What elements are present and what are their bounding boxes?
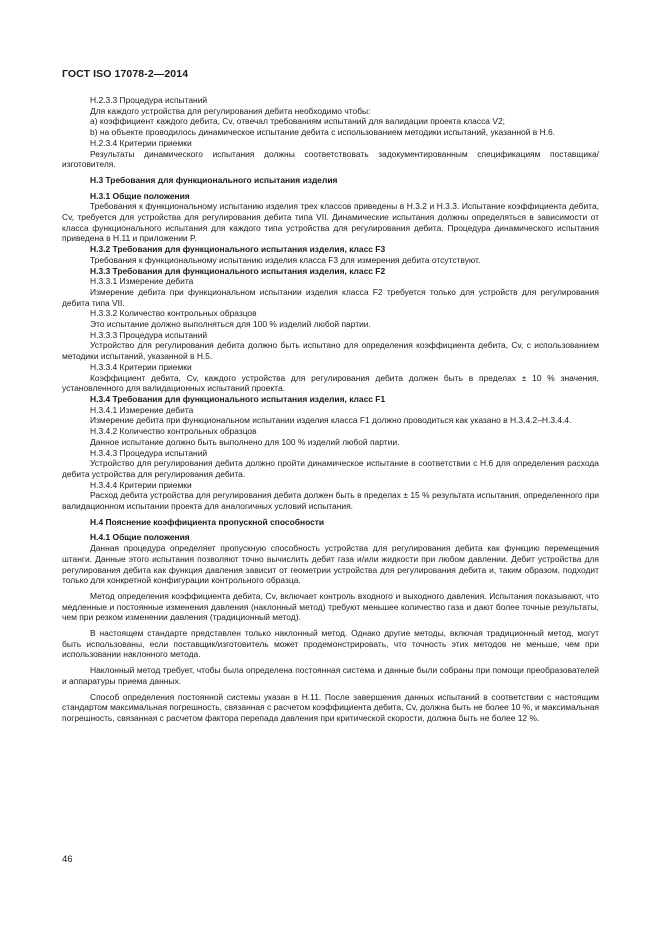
paragraph: H.2.3.3 Процедура испытаний — [90, 95, 208, 105]
paragraph: Требования к функциональному испытанию изделия трех классов приведены в H.3.2 и H.3.3. Испытание коэффициента дебита, Cv, требуется для устройства для регулирования дебита типа VII. Динамические испытания должны определяться в зависимости от класса функционального испытания для каждого типа устройства для регулирования дебита. Процедура динамического испытания приведена в H.11 и приложении P. — [62, 201, 599, 244]
paragraph: Требования к функциональному испытанию изделия класса F3 для измерения дебита отсутствуют. — [90, 254, 481, 265]
section-heading: H.4 Пояснение коэффициента пропускной способности — [90, 516, 325, 527]
paragraph: Измерение дебита при функциональном испытании изделия класса F1 должно проводиться как указано в H.3.4.2–H.3.4.4. — [90, 415, 572, 426]
section-heading: H.3.3 Требования для функционального испытания изделия, класс F2 — [90, 265, 386, 276]
paragraph: Данное испытание должно быть выполнено для 100 % изделий любой партии. — [90, 436, 400, 447]
section-heading: H.3.1 Общие положения — [90, 190, 190, 201]
document-header: ГОСТ ISO 17078-2—2014 — [62, 68, 189, 80]
paragraph: H.3.4.1 Измерение дебита — [90, 404, 194, 415]
paragraph: Для каждого устройства для регулирования дебита необходимо чтобы: — [90, 105, 371, 116]
paragraph: H.3.3.2 Количество контрольных образцов — [90, 308, 257, 319]
paragraph: H.3.3.4 Критерии приемки — [90, 361, 192, 372]
paragraph: H.3.4.2 Количество контрольных образцов — [90, 426, 257, 437]
paragraph: Это испытание должно выполняться для 100 % изделий любой партии. — [90, 319, 371, 330]
paragraph: H.3.4.4 Критерии приемки — [90, 479, 192, 490]
paragraph: Устройство для регулирования дебита должно быть испытано для определения коэффициента дебита, Cv, с использованием методики испытаний, указанной в H.5. — [62, 340, 599, 362]
page-number: 46 — [62, 854, 73, 865]
paragraph: b) на объекте проводилось динамическое испытание дебита с использованием методики испытаний, указанной в H.6. — [90, 127, 556, 138]
paragraph: а) коэффициент каждого дебита, Cv, отвечал требованиям испытаний для валидации проекта класса V2; — [90, 116, 505, 127]
section-heading: H.3.2 Требования для функционального испытания изделия, класс F3 — [90, 244, 386, 255]
paragraph: H.2.3.4 Критерии приемки — [90, 137, 192, 148]
paragraph: H.3.3.3 Процедура испытаний — [90, 329, 208, 340]
paragraph: Наклонный метод требует, чтобы была определена постоянная система и данные были собраны при помощи преобразователей и аппаратуры приема данных. — [62, 665, 599, 686]
paragraph: Данная процедура определяет пропускную способность устройства для регулирования дебита как функцию перемещения штанги. Данные этого испытания позволяют точно вычислить дебит газа и/или жидкости при любом давлении. Дебит устройства для регулирования дебита как функция давления зависит от геометрии устройства для регулирования дебита и, таким образом, подходит только для конкретной конфигурации контрольного образца. — [62, 543, 599, 586]
document-body — [62, 95, 599, 724]
paragraph: Измерение дебита при функциональном испытании изделия класса F2 требуется только для устройств для регулирования дебита типа VII. — [62, 286, 599, 308]
paragraph: Коэффициент дебита, Cv, каждого устройства для регулирования дебита должен быть в пределах ± 10 % значения, установленного для валидационных испытаний проекта. — [62, 372, 599, 394]
paragraph: Метод определения коэффициента дебита, Cv, включает контроль входного и выходного давления. Испытания показывают, что медленные и постоянные изменения давления (наклонный метод) требуют меньшее количество газа и дают более точные результаты, чем при резком изменении давления (традиционный метод). — [62, 590, 599, 623]
section-heading: H.3.4 Требования для функционального испытания изделия, класс F1 — [90, 393, 386, 404]
section-heading: H.4.1 Общие положения — [90, 532, 190, 543]
section-heading: H.3 Требования для функционального испытания изделия — [90, 174, 338, 185]
paragraph: H.3.4.3 Процедура испытаний — [90, 447, 208, 458]
paragraph: Расход дебита устройства для регулирования дебита должен быть в пределах ± 15 % результата испытания, определенного при валидационном испытании проекта для аналогичных условий испытания. — [62, 490, 599, 512]
paragraph: Устройство для регулирования дебита должно пройти динамическое испытание в соответствии с H.6 для определения расхода дебита устройства для регулирования дебита. — [62, 458, 599, 479]
paragraph: H.3.3.1 Измерение дебита — [90, 276, 194, 287]
paragraph: Способ определения постоянной системы указан в H.11. После завершения данных испытаний в соответствии с настоящим стандартом максимальная погрешность, связанная с расчетом коэффициента дебита, Cv, должна быть не более 10 %, и максимальная погрешность, связанная с расчетом фактора перепада давления при критической скорости, должна быть не более 12 %. — [62, 691, 600, 723]
paragraph: В настоящем стандарте представлен только наклонный метод. Однако другие методы, включая традиционный метод, могут быть использованы, если поставщик/изготовитель может продемонстрировать, что точность этих методов не меньше, чем при использовании наклонного метода. — [62, 628, 599, 660]
paragraph: Результаты динамического испытания должны соответствовать задокументированным спецификациям поставщика/изготовителя. — [62, 148, 599, 170]
